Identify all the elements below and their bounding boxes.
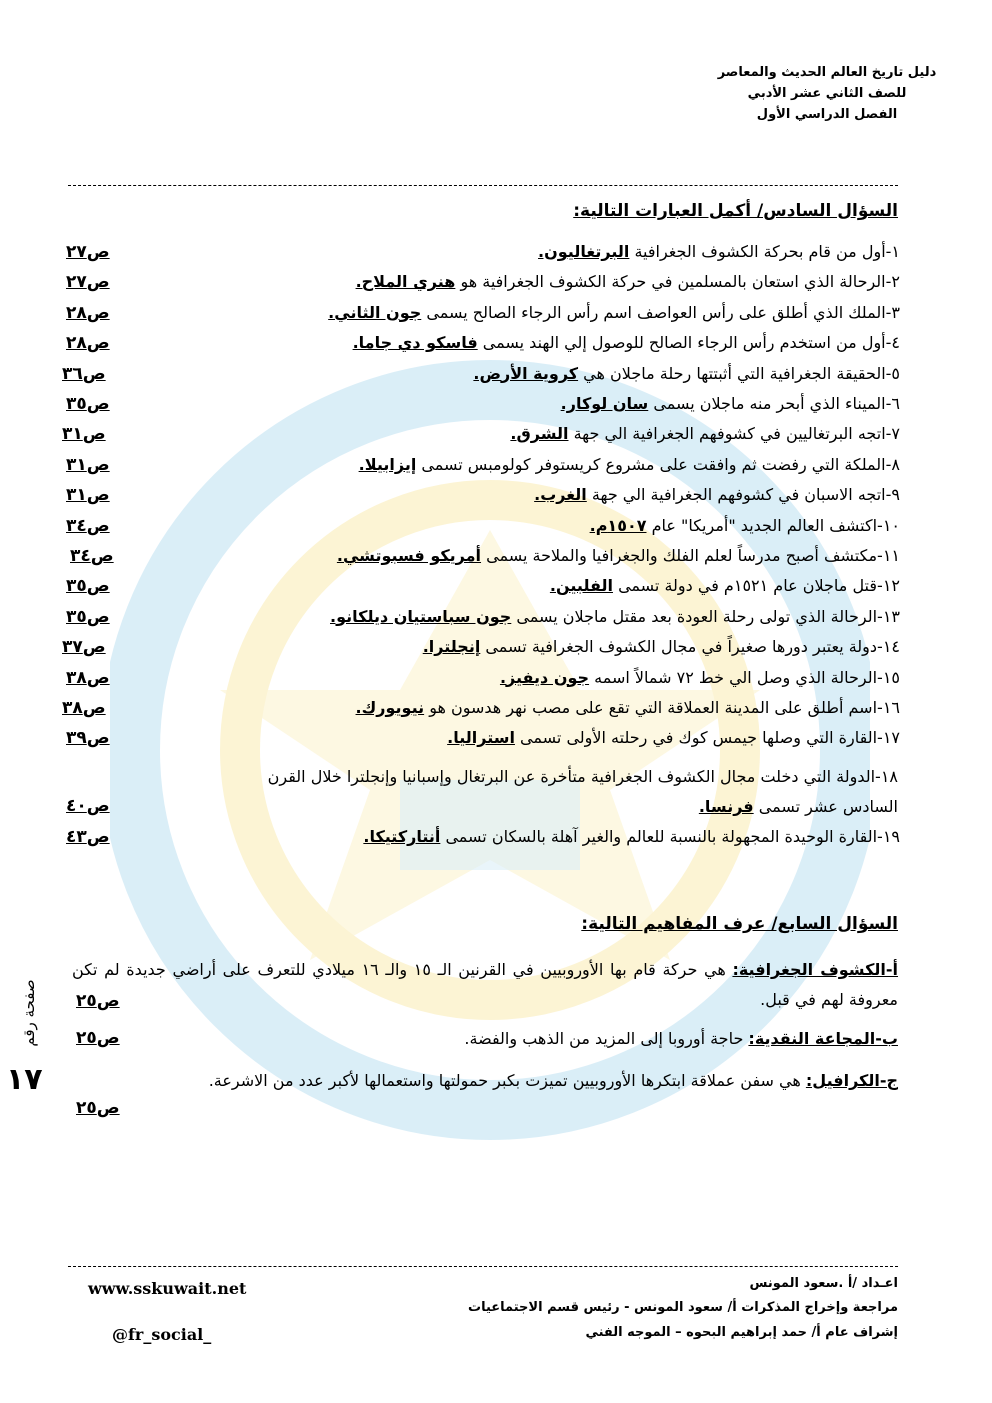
q6-item-answer: الفلبين. — [549, 576, 613, 596]
q6-item-answer: نيويورك. — [355, 698, 425, 717]
q7-item-b — [72, 1024, 898, 1054]
q7-item-a-definition: هي حركة قام بها الأوروبيين في القرنين الـ ١٥ والـ ١٦ ميلادي للتعرف على أراضي جديدة لم تكن معروفة لهم في قبل. — [72, 960, 898, 1009]
q6-item-text: ١٧-القارة التي وصلها جيمس كوك في رحلته الأولى تسمى — [514, 728, 900, 748]
q6-item-page: ص٣٧ — [62, 637, 106, 658]
q7-item-c-page: ص٢٥ — [76, 1098, 120, 1118]
q6-item-text: ١٣-الرحالة الذي تولى رحلة العودة بعد مقتل ماجلان يسمى — [511, 606, 900, 626]
q6-item-page: ص٢٧ — [66, 272, 110, 293]
q6-item-answer: البرتغاليون. — [538, 242, 630, 261]
q6-item-18-page: ص٤٠ — [66, 796, 110, 816]
q6-item-answer: الغرب. — [534, 485, 587, 505]
q6-item — [60, 390, 900, 418]
q6-item — [60, 238, 900, 266]
q7-item-b-term: ب-المجاعة النقدية: — [748, 1029, 898, 1048]
document-header — [0, 62, 992, 125]
q6-item-page: ص٣٥ — [66, 606, 110, 627]
q6-item-answer: إنجلترا. — [422, 637, 481, 657]
footer-prepared-by: اعـداد /أ .سعود المونس — [749, 1276, 898, 1291]
q7-item-b-page: ص٢٥ — [76, 1028, 120, 1048]
q6-item-page: ص٣٦ — [62, 363, 106, 384]
q6-item-19-page: ص٤٣ — [66, 827, 110, 847]
q6-item — [60, 724, 900, 752]
q6-item-page: ص٣٤ — [66, 515, 110, 536]
q7-item-c-term: ج-الكرافيل: — [805, 1071, 898, 1090]
q6-item-answer: أمريكو فسبوتشي. — [336, 546, 482, 565]
q6-item-18-line-2: السادس عشر تسمى — [753, 797, 898, 816]
q6-item-18-answer: فرنسا. — [698, 797, 754, 816]
q6-item-text: ٤-أول من استخدم رأس الرجاء الصالح للوصول إلي الهند يسمى — [477, 333, 900, 353]
header-line-2: للصف الثاني عشر الأدبي — [747, 86, 907, 101]
q7-item-a — [72, 955, 898, 1015]
q6-item-text: ٢-الرحالة الذي استعان بالمسلمين في حركة الكشوف الجغرافية هو — [455, 272, 900, 292]
q6-item-text: ١٤-دولة يعتبر دورها صغيراً في مجال الكشوف الجغرافية تسمى — [480, 637, 900, 657]
page-number: ١٧ — [6, 1062, 43, 1097]
q6-item — [60, 512, 900, 540]
q7-item-c-definition: هي سفن عملاقة ابتكرها الأوروبيين تميزت بكبر حمولتها واستعمالها لأكبر عدد من الاشرعة. — [208, 1071, 806, 1090]
q6-item-answer: جون الثاني. — [328, 302, 422, 322]
q6-item — [60, 664, 900, 692]
q6-item-answer: ١٥٠٧م. — [589, 515, 647, 535]
page-label: صفحة رقم — [20, 979, 38, 1047]
q6-item-19 — [60, 823, 900, 851]
q6-item — [60, 329, 900, 357]
q6-item-text: ٨-الملكة التي رفضت ثم وافقت على مشروع كريستوفر كولومبس تسمى — [416, 454, 900, 474]
q6-item-text: ٣-الملك الذي أطلق على رأس العواصف اسم رأس الرجاء الصالح يسمى — [421, 302, 900, 322]
top-divider — [68, 185, 898, 186]
q6-item — [60, 360, 900, 388]
q6-item-text: ٧-اتجه البرتغاليين في كشوفهم الجغرافية الي جهة — [568, 424, 900, 444]
q6-item-answer: فاسكو دي جاما. — [352, 333, 478, 353]
q6-item — [60, 542, 900, 570]
q6-item-page: ص٣٨ — [62, 698, 106, 718]
q6-item-18-line-1: ١٨-الدولة التي دخلت مجال الكشوف الجغرافية متأخرة عن البرتغال وإسبانيا وإنجلترا خلال القرن — [267, 767, 898, 786]
q6-item-answer: جون ديفيز. — [499, 667, 590, 687]
q6-item-text: ١٥-الرحالة الذي وصل الي خط ٧٢ شمالاً اسمه — [589, 667, 900, 687]
q6-item-19-answer: أنتاركتيكا. — [363, 827, 441, 846]
q6-item — [60, 451, 900, 479]
q7-item-a-term: أ-الكشوف الجغرافية: — [732, 960, 899, 979]
q6-item — [60, 299, 900, 327]
bottom-divider — [68, 1266, 898, 1267]
q6-item-19-text: ١٩-القارة الوحيدة المجهولة بالنسبة للعالم والغير آهلة بالسكان تسمى — [440, 827, 900, 846]
q6-item-page: ص٣٥ — [66, 576, 110, 597]
q6-item-page: ص٣٨ — [66, 667, 110, 688]
header-line-3: الفصل الدراسي الأول — [756, 107, 898, 122]
q6-item-text: ١٢-قتل ماجلان عام ١٥٢١م في دولة تسمى — [612, 576, 900, 596]
q6-item — [60, 268, 900, 296]
q6-item — [60, 572, 900, 600]
question-7-title: السؤال السابع/ عرف المفاهيم التالية: — [581, 914, 898, 934]
q6-item-text: ٩-اتجه الاسبان في كشوفهم الجغرافية الي جهة — [586, 485, 900, 505]
footer-review: مراجعة وإخراج المذكرات أ/ سعود المونس - رئيس قسم الاجتماعيات — [468, 1300, 898, 1315]
q6-item-page: ص٢٧ — [66, 242, 110, 262]
q7-item-c — [100, 1066, 898, 1096]
q6-item-text: ١-أول من قام بحركة الكشوف الجغرافية — [629, 242, 900, 261]
q6-item-18 — [72, 762, 898, 822]
q6-item-answer: الشرق. — [510, 424, 569, 444]
q6-item-page: ص٣١ — [66, 454, 110, 475]
q6-item-text: ٥-الحقيقة الجغرافية التي أثبتتها رحلة ماجلان هي — [578, 363, 900, 383]
q6-item-answer: كروية الأرض. — [473, 363, 579, 383]
q6-item — [60, 633, 900, 661]
q6-item-answer: سان لوكار. — [560, 394, 649, 413]
q7-item-b-definition: حاجة أوروبا إلى المزيد من الذهب والفضة. — [464, 1029, 749, 1048]
q6-item-page: ص٣٩ — [66, 728, 110, 749]
q6-item-text: ١١-مكتشف أصبح مدرساً لعلم الفلك والجغرافيا والملاحة يسمى — [481, 546, 900, 565]
footer-social-handle[interactable]: @fr_social_ — [112, 1325, 212, 1344]
q6-item-page: ص٣١ — [66, 485, 110, 506]
q6-item-page: ص٢٨ — [66, 333, 110, 354]
q6-item-page: ص٣٥ — [66, 394, 110, 414]
q6-item-text: ١٦-اسم أطلق على المدينة العملاقة التي تقع على مصب نهر هدسون هو — [424, 698, 900, 717]
q6-item-page: ص٢٨ — [66, 302, 110, 323]
footer-website-link[interactable]: www.sskuwait.net — [88, 1279, 247, 1298]
q6-item-text: ٦-الميناء الذي أبحر منه ماجلان يسمى — [648, 394, 900, 413]
q6-item — [60, 481, 900, 509]
q7-item-a-page: ص٢٥ — [76, 991, 120, 1011]
q6-item-text: ١٠-اكتشف العالم الجديد "أمريكا" عام — [646, 515, 900, 535]
q6-item-answer: إيزابيلا. — [358, 454, 417, 474]
question-6-title: السؤال السادس/ أكمل العبارات التالية: — [573, 201, 898, 221]
q6-item-page: ص٣٤ — [70, 546, 114, 566]
header-line-1: دليل تاريخ العالم الحديث والمعاصر — [717, 65, 937, 80]
q6-item — [60, 694, 900, 722]
footer-supervision: إشراف عام أ/ حمد إبراهيم البحوه – الموجه الفني — [585, 1325, 898, 1340]
q6-item-answer: جون سباستيان ديلكانو. — [330, 606, 512, 626]
q6-item — [60, 603, 900, 631]
q6-item-answer: هنري الملاح. — [355, 272, 456, 292]
q6-item — [60, 420, 900, 448]
q6-item-answer: استراليا. — [447, 728, 515, 748]
q6-item-page: ص٣١ — [62, 424, 106, 445]
